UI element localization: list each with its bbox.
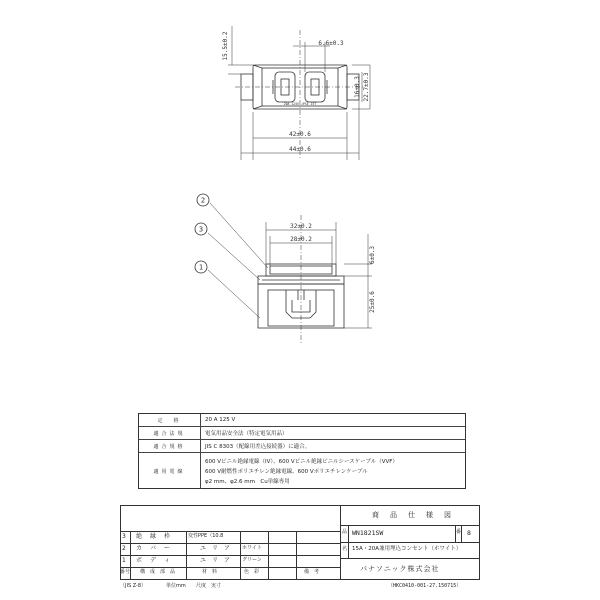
spec-value-line: 600 V耐燃性ポリエチレン絶縁電線、600 Vポリエチレンケーブル <box>205 469 368 475</box>
doc-title: 商 品 仕 様 図 <box>372 511 453 519</box>
spec-key: 適合法規 <box>139 427 201 439</box>
header-remarks: 備 考 <box>304 569 320 575</box>
top-view <box>228 26 370 160</box>
part-1-no: 1 <box>122 557 126 564</box>
callout-3-label: 3 <box>198 225 204 234</box>
part-3-material: 変性PPE（10.8 <box>188 533 224 539</box>
spec-key: 適合規格 <box>139 440 201 452</box>
dim-height-top: 15.5±0.2 <box>222 31 229 61</box>
spec-row-rating <box>139 414 465 427</box>
footer-doc-no: （HKC0410-001-27.150715） <box>388 583 462 589</box>
model-value: WN1821SW <box>352 529 384 537</box>
dim-right-upper: 6±0.3 <box>369 245 376 265</box>
top-view-labels <box>222 31 370 153</box>
part-1-name: ボ デ ィ <box>136 557 172 564</box>
spec-value <box>205 440 463 452</box>
spec-row-wire <box>139 453 465 489</box>
title-block <box>120 505 480 589</box>
part-2-name: カ バ ー <box>136 545 172 552</box>
spec-key: 適用電線 <box>139 453 201 489</box>
spec-value-line: 600 Vビニル絶縁電線（IV）、600 Vビニル絶縁ビニルシースケーブル（VVF） <box>205 459 398 465</box>
model-no-label: 番 <box>456 529 462 535</box>
dim-outer-width: 44±0.6 <box>289 146 311 153</box>
header-name: 構 成 部 品 <box>140 569 176 575</box>
callout-2-label: 2 <box>200 196 206 205</box>
dim-inner-width: 42±0.6 <box>289 131 311 138</box>
company-name: パナソニック株式会社 <box>360 565 440 573</box>
product-value: 15A・20A兼用埋込コンセント（ホワイト） <box>352 546 462 552</box>
dim-mid-width: 28±0.2 <box>290 236 312 243</box>
part-1-material: ユ リ ア <box>200 557 231 564</box>
header-no: 番号 <box>120 569 131 575</box>
spec-value <box>205 414 463 426</box>
part-3-no: 3 <box>122 533 126 540</box>
dim-side-height: 22.7±0.3 <box>363 72 370 102</box>
header-material: 材 料 <box>202 569 218 575</box>
spec-row-standard <box>139 440 465 453</box>
footer-standard: （JIS Z-8） <box>120 583 147 589</box>
dim-slot-width: 6.6±0.3 <box>318 40 344 47</box>
spec-value <box>205 427 463 439</box>
footer-scale: 尺度 実寸 <box>196 583 222 589</box>
part-2-material: ユ リ ア <box>200 545 231 552</box>
callout-1-label: 1 <box>198 263 204 272</box>
part-2-color: ホワイト <box>242 545 262 551</box>
footer-unit: 単位mm <box>166 583 186 589</box>
spec-value-line: 電気用品安全法（特定電気用品） <box>205 431 288 437</box>
spec-value <box>205 453 463 489</box>
dim-slot-height: 16±0.3 <box>354 76 361 98</box>
model-label: 品 <box>342 529 348 535</box>
spec-table <box>138 413 466 489</box>
spec-value-line: φ2 mm、φ2.6 mm Cu単線専用 <box>205 479 290 485</box>
face-marking: 20A 125V ◁PSE JET <box>283 102 317 106</box>
spec-value-line: 20 A 125 V <box>205 417 236 423</box>
side-view-labels <box>199 197 376 313</box>
spec-key: 定 格 <box>139 414 201 426</box>
header-color: 色 彩 <box>244 569 260 575</box>
spec-row-law <box>139 427 465 440</box>
sheet-value: 8 <box>467 529 471 537</box>
part-1-color: グリーン <box>242 557 262 563</box>
spec-value-line: JIS C 8303（配線用差込接続器）に適合。 <box>205 444 311 450</box>
part-3-name: 絶 縁 枠 <box>136 533 172 540</box>
product-label: 名 <box>342 546 348 552</box>
dim-top-width: 32±0.2 <box>290 223 312 230</box>
dim-right-lower: 25±0.6 <box>369 291 376 313</box>
part-2-no: 2 <box>122 545 126 552</box>
side-view <box>195 194 372 345</box>
